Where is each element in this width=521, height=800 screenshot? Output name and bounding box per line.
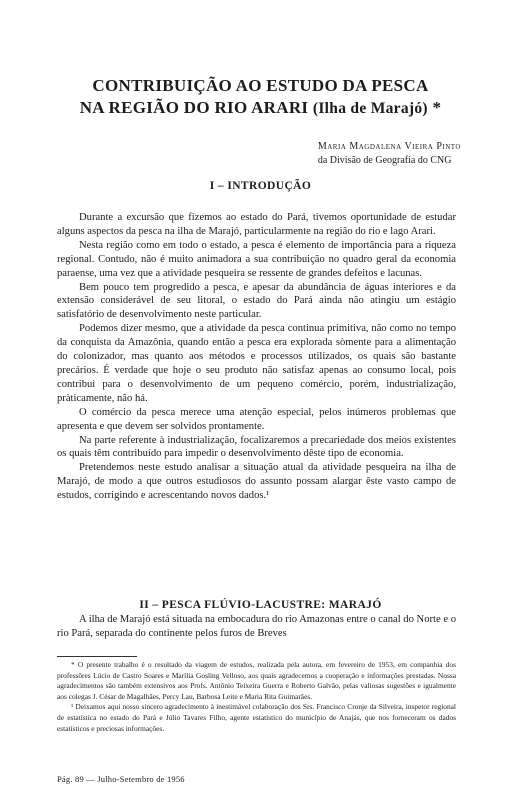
paragraph: Podemos dizer mesmo, que a atividade da pesca continua primitiva, não como no tempo da conquista da Amazônia, quando então a pesca era explorada sòmente para a alimentação do colonizador, mas quanto aos métodos e processos utilizados, os quais são bastante precários. É verdade que hoje o seu produto não satisfaz apenas ao consumo local, pois contribui para o desenvolvimento de um pequeno comércio, porém, industrialização, pràticamente, não há.	[57, 323, 456, 404]
paragraph: Na parte referente à industrialização, focalizaremos a precariedade dos meios existentes os quais têm contribuído para impedir o desenvolvimento dêste tipo de economia.	[57, 434, 456, 460]
section-heading-pesca-fluvio-lacustre: II – PESCA FLÚVIO-LACUSTRE: MARAJÓ	[139, 599, 382, 611]
footnotes	[57, 660, 456, 734]
section-heading-introduction: I – INTRODUÇÃO	[209, 180, 312, 192]
paragraph: A ilha de Marajó está situada na embocadura do rio Amazonas entre o canal do Norte e o rio Pará, separada do continente pelos furos de Breves	[57, 614, 456, 639]
paragraph: Bem pouco tem progredido a pesca, e apesar da abundância de águas interiores e da extensão considerável de seu litoral, o estado do Pará ainda não atingiu um estágio satisfatório de desenvolvimento neste particular.	[57, 281, 456, 321]
article-title	[40, 75, 481, 120]
title-footnote-marker: *	[432, 98, 442, 117]
title-line-2-subtitle: (Ilha de Marajó)	[312, 100, 428, 117]
title-line-2: NA REGIÃO DO RIO ARARI	[79, 98, 309, 117]
footnote: ¹ Deixamos aqui nosso sincero agradecimento à inestimável colaboração dos Srs. Francisco Cronje da Silveira, inspetor regional de estatística no estado do Pará e Júlio Tavares Filho, agente estatístico do município de Anajás, que nos forneceram os dados estatísticos e preciosas informações.	[57, 702, 456, 733]
title-line-1: CONTRIBUIÇÃO AO ESTUDO DA PESCA	[92, 76, 429, 95]
section-2-body	[57, 613, 456, 641]
page-footer: Pág. 89 — Julho-Setembro de 1956	[57, 774, 185, 784]
footnote-divider	[57, 656, 137, 657]
author-name: Maria Magdalena Vieira Pinto	[317, 141, 461, 152]
footnote: * O presente trabalho é o resultado da viagem de estudos, realizada pela autora, em fevereiro de 1953, em companhia dos professôres Lúcio de Castro Soares e Marília Gosling Velloso, aos quais agradecemos a cooperação e informações prestadas. Nossa agradecimentos são também extensivos aos Profs. Antônio Teixeira Guerra e Roberto Galvão, pelas valiosas sugestões e igualmente aos colegas J. César de Magalhães, Percy Lau, Barbosa Leite e Maria Rita Guimarães.	[57, 660, 456, 701]
paragraph: Pretendemos neste estudo analisar a situação atual da atividade pesqueira na ilha de Marajó, de modo a que outros estudiosos do assunto possam alargar êste vasto campo de estudos, corrigindo e acrescentando novos dados.¹	[57, 462, 456, 502]
author-block	[318, 140, 461, 168]
paragraph: Nesta região como em todo o estado, a pesca é elemento de importância para a riqueza regional. Contudo, não é muito animadora a sua contribuição no quadro geral da economia paraense, uma vez que a atividade pesqueira se ressente de grandes defeitos e lacunas.	[57, 239, 456, 279]
author-affiliation: da Divisão de Geografia do CNG	[317, 155, 452, 166]
paragraph: Durante a excursão que fizemos ao estado do Pará, tivemos oportunidade de estudar alguns aspectos da pesca na ilha de Marajó, particularmente na região do rio e lago Arari.	[57, 212, 456, 237]
paragraph: O comércio da pesca merece uma atenção especial, pelos inúmeros problemas que apresenta e que devem ser solvidos prontamente.	[57, 406, 456, 432]
introduction-body	[57, 211, 456, 503]
